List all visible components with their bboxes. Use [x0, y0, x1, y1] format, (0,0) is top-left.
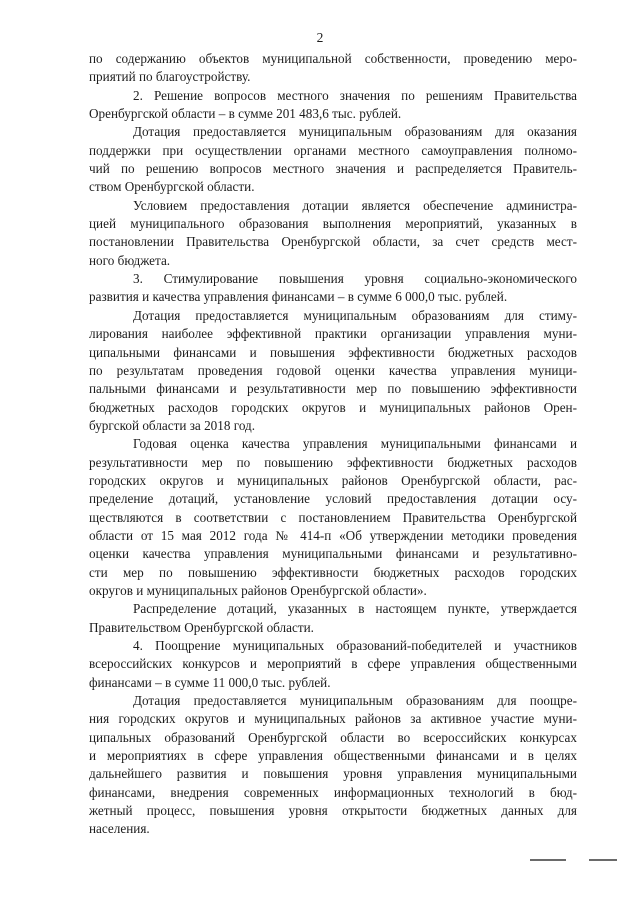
text-line: дальнейшего развития и повышения уровня управления муниципальными: [89, 766, 577, 782]
text-line: ципальных образований Оренбургской области во всероссийских конкурсах: [89, 729, 577, 745]
text-line: результативности мер по повышению эффективности бюджетных расходов: [89, 454, 577, 470]
document-body: [89, 50, 577, 839]
text-line: бюджетных расходов городских округов и муниципальных районов Орен-: [89, 399, 577, 415]
text-line: финансами – в сумме 11 000,0 тыс. рублей.: [89, 674, 331, 690]
text-line: развития и качества управления финансами – в сумме 6 000,0 тыс. рублей.: [89, 289, 508, 305]
text-line: Дотация предоставляется муниципальным образованиям для поощре-: [133, 693, 577, 709]
scan-artifact-mark: [530, 859, 566, 861]
text-line: Правительством Оренбургской области.: [89, 619, 314, 635]
text-line: пределение дотаций, установление условий предоставления дотации осу-: [89, 491, 577, 507]
text-line: 3. Стимулирование повышения уровня социально-экономического: [133, 271, 577, 287]
text-line: приятий по благоустройству.: [89, 69, 251, 85]
text-line: Дотация предоставляется муниципальным образованиям для стиму-: [133, 307, 577, 323]
text-line: пальными финансами и результативности мер по повышению эффективности: [89, 381, 577, 397]
text-line: ством Оренбургской области.: [89, 179, 255, 195]
paragraph: [89, 637, 577, 692]
paragraph: [89, 270, 577, 307]
text-line: цией муниципального образования выполнения мероприятий, указанных в: [89, 216, 577, 232]
text-line: 4. Поощрение муниципальных образований-победителей и участников: [133, 638, 577, 653]
text-line: сти мер по повышению эффективности бюджетных расходов городских: [89, 564, 577, 580]
text-line: и мероприятиях в сфере управления общественными финансами и в целях: [89, 748, 577, 764]
paragraph: [89, 50, 577, 87]
text-line: населения.: [89, 821, 150, 837]
text-line: поддержки при осуществлении органами местного самоуправления полномо-: [89, 142, 577, 158]
text-line: постановлении Правительства Оренбургской области, за счет средств мест-: [89, 234, 577, 250]
text-line: жетный процесс, повышения уровня открытости бюджетных данных для: [89, 803, 577, 819]
paragraph: [89, 600, 577, 637]
paragraph: [89, 87, 577, 124]
paragraph: [89, 307, 577, 435]
text-line: по содержанию объектов муниципальной собственности, проведению меро-: [89, 51, 577, 66]
text-line: ципальными финансами и повышения эффективности бюджетных расходов: [89, 344, 577, 360]
text-line: ния городских округов и муниципальных районов за активное участие муни-: [89, 711, 577, 727]
text-line: Годовая оценка качества управления муниципальными финансами и: [133, 436, 577, 452]
text-line: по результатам проведения годовой оценки качества управления муници-: [89, 362, 577, 378]
paragraph: [89, 123, 577, 196]
page-number: 2: [316, 30, 324, 45]
paragraph: [89, 692, 577, 839]
text-line: Дотация предоставляется муниципальным образованиям для оказания: [133, 124, 577, 140]
text-line: Условием предоставления дотации является обеспечение администра-: [133, 197, 577, 213]
text-line: 2. Решение вопросов местного значения по решениям Правительства: [133, 87, 577, 103]
text-line: ществляются в соответствии с постановлением Правительства Оренбургской: [89, 509, 577, 525]
scan-artifact-mark: [589, 859, 617, 861]
text-line: городских округов и муниципальных районов Оренбургской области, рас-: [89, 472, 577, 488]
text-line: чий по решению вопросов местного значения и распределяется Правитель-: [89, 161, 577, 177]
text-line: оценки качества управления муниципальными финансами и результативно-: [89, 546, 577, 562]
paragraph: [89, 197, 577, 270]
text-line: лирования наиболее эффективной практики организации управления муни-: [89, 326, 577, 342]
text-line: бургской области за 2018 год.: [89, 417, 256, 433]
text-line: финансами, внедрения современных информационных технологий в бюд-: [89, 784, 577, 800]
text-line: Оренбургской области – в сумме 201 483,6 тыс. рублей.: [89, 106, 402, 122]
text-line: Распределение дотаций, указанных в настоящем пункте, утверждается: [133, 601, 577, 617]
text-line: всероссийских конкурсов и мероприятий в сфере управления общественными: [89, 656, 577, 672]
text-line: округов и муниципальных районов Оренбургской области».: [89, 582, 427, 598]
text-line: ного бюджета.: [89, 252, 171, 268]
paragraph: [89, 435, 577, 600]
text-line: области от 15 мая 2012 года № 414-п «Об утверждении методики проведения: [89, 527, 577, 543]
